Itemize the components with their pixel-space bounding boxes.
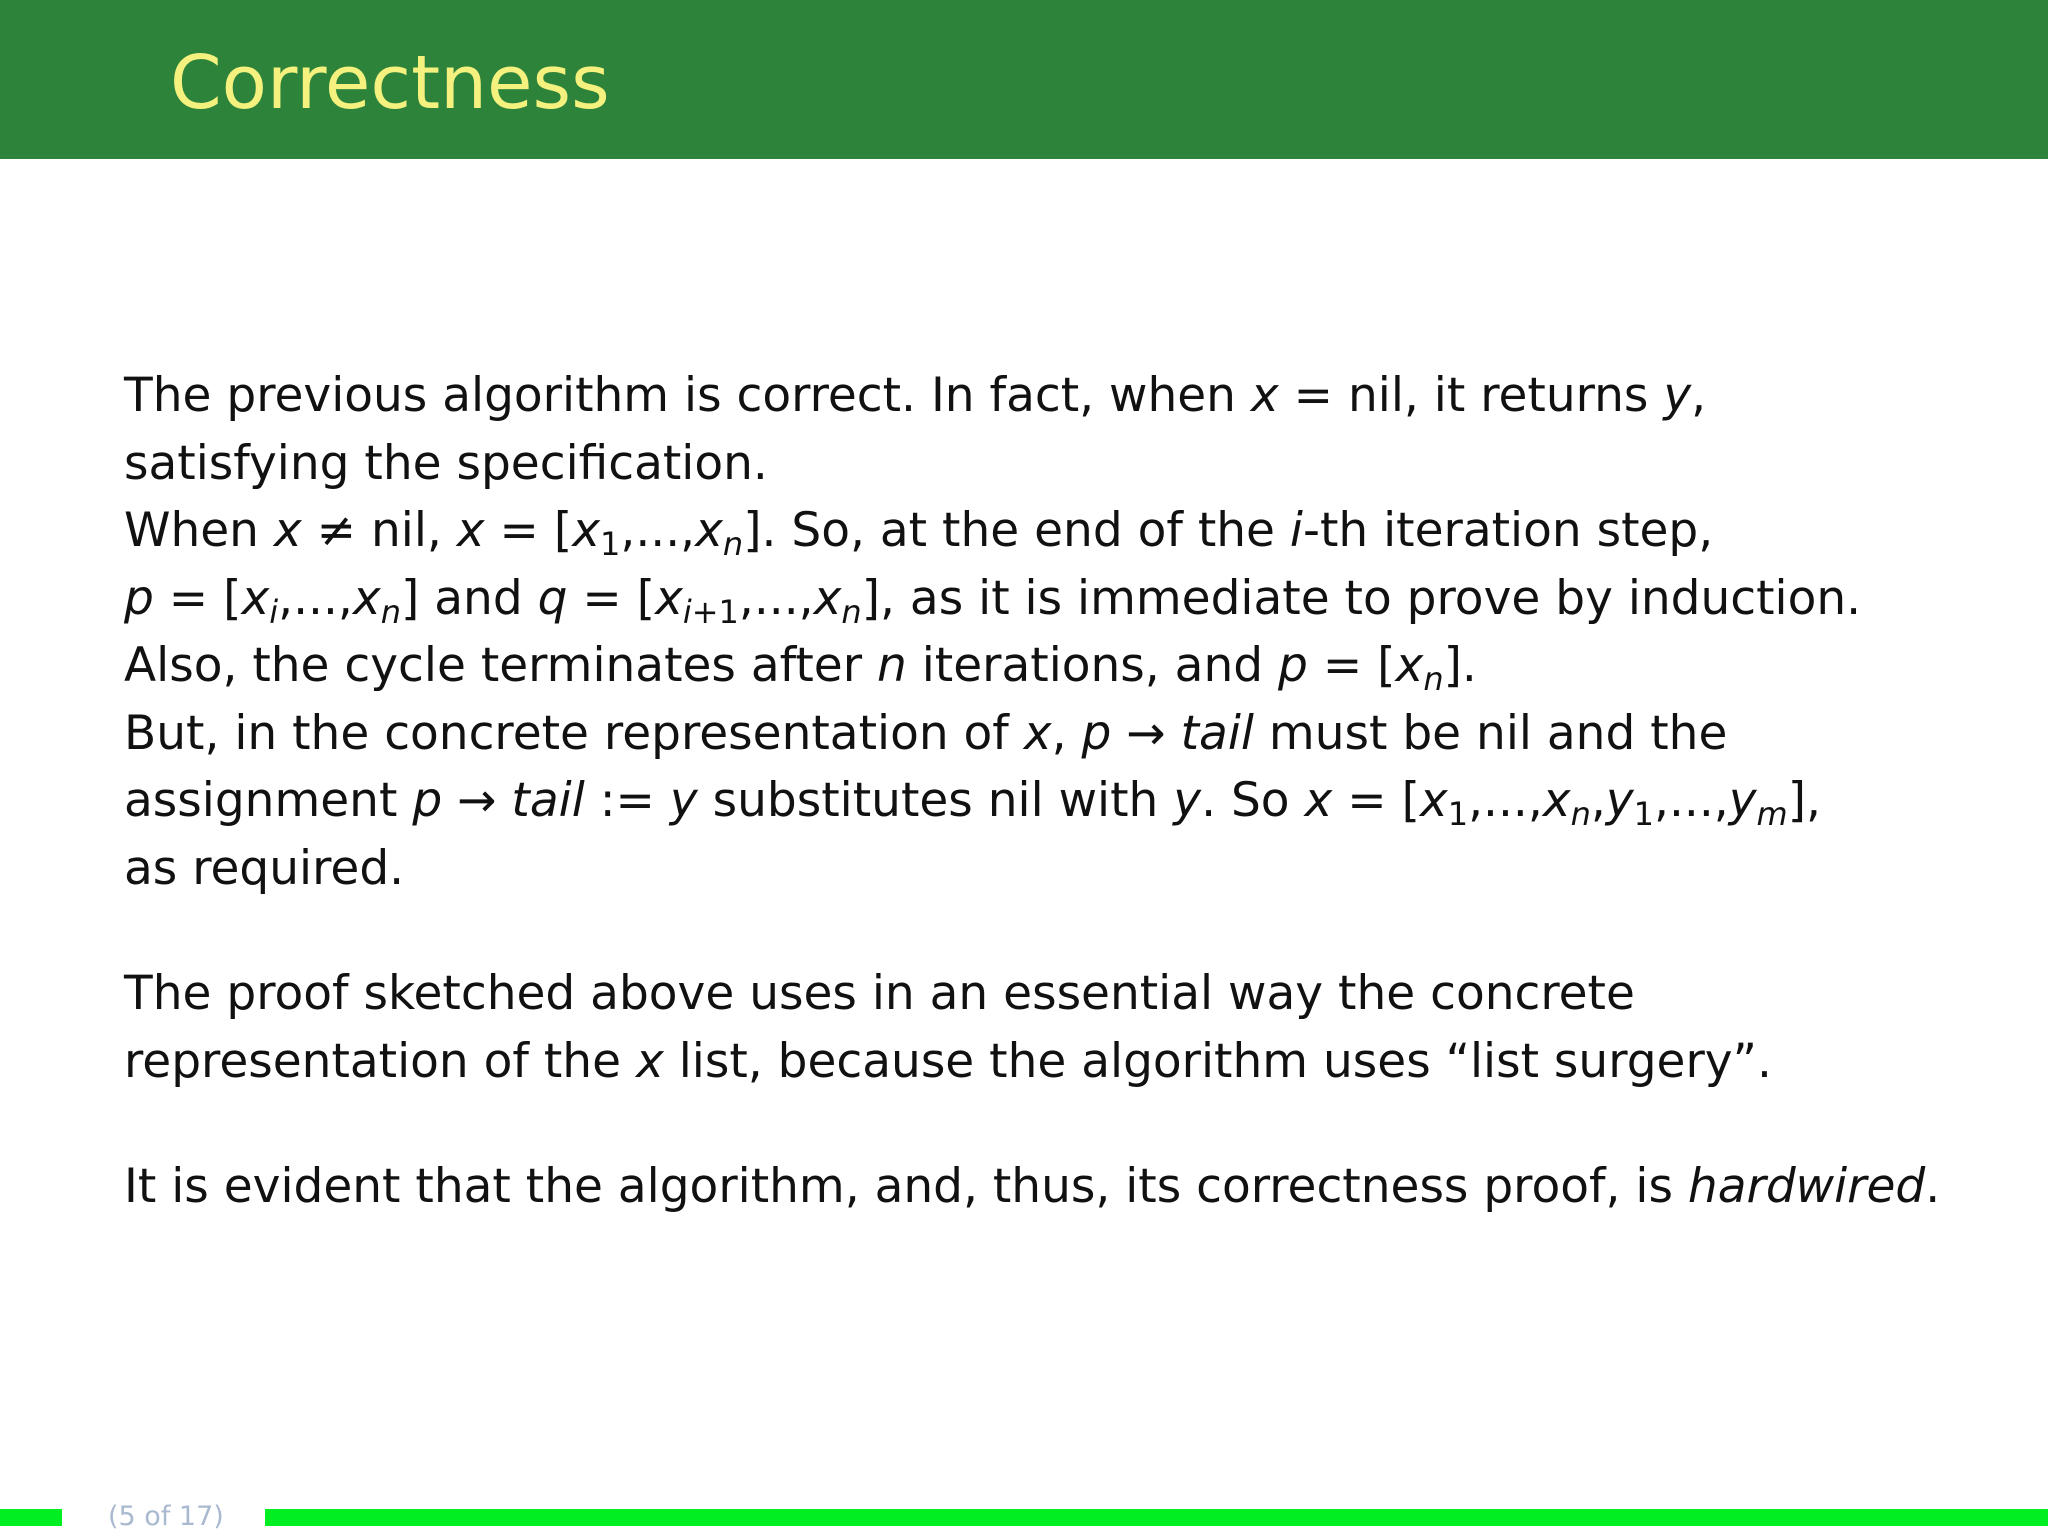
conclusion-paragraph (124, 1153, 1984, 1221)
text-line: $p = [x_i,...,x_n]$ and $q = [x_{i+1},...,x_n]$, as it is immediate to prove by induction. (124, 570, 1862, 631)
text-line: When x ≠ nil, $x = [x_1,...,x_n]$. So, at the end of the i-th iteration step, (124, 503, 1714, 563)
text-line: Also, the cycle terminates after n iterations, and $p = [x_n]$. (124, 638, 1477, 698)
text-line: assignment p → tail := y substitutes nil with y. So $x = [x_1,...,x_n,y_1,...,y_m]$, (124, 773, 1821, 833)
text-line: satisfying the specification. (124, 435, 768, 491)
text-line: representation of the x list, because the algorithm uses “list surgery”. (124, 1033, 1772, 1089)
text-line: as required. (124, 840, 405, 896)
text-line: The proof sketched above uses in an essential way the concrete (124, 966, 1635, 1021)
footer-progress-bar-right (265, 1509, 2048, 1526)
remark-paragraph (124, 960, 1984, 1095)
slide-body (124, 362, 1984, 1221)
page-indicator[interactable]: (5 of 17) (108, 1501, 224, 1532)
slide-title: Correctness (170, 40, 610, 126)
text-line: But, in the concrete representation of x, p → tail must be nil and the (124, 705, 1728, 761)
footer-progress-bar-left (0, 1509, 62, 1526)
text-line: It is evident that the algorithm, and, thus, its correctness proof, is hardwired. (124, 1159, 1941, 1214)
title-bar (0, 0, 2048, 159)
proof-paragraph (124, 362, 1984, 902)
text-line: The previous algorithm is correct. In fact, when x = nil, it returns y, (124, 368, 1707, 423)
